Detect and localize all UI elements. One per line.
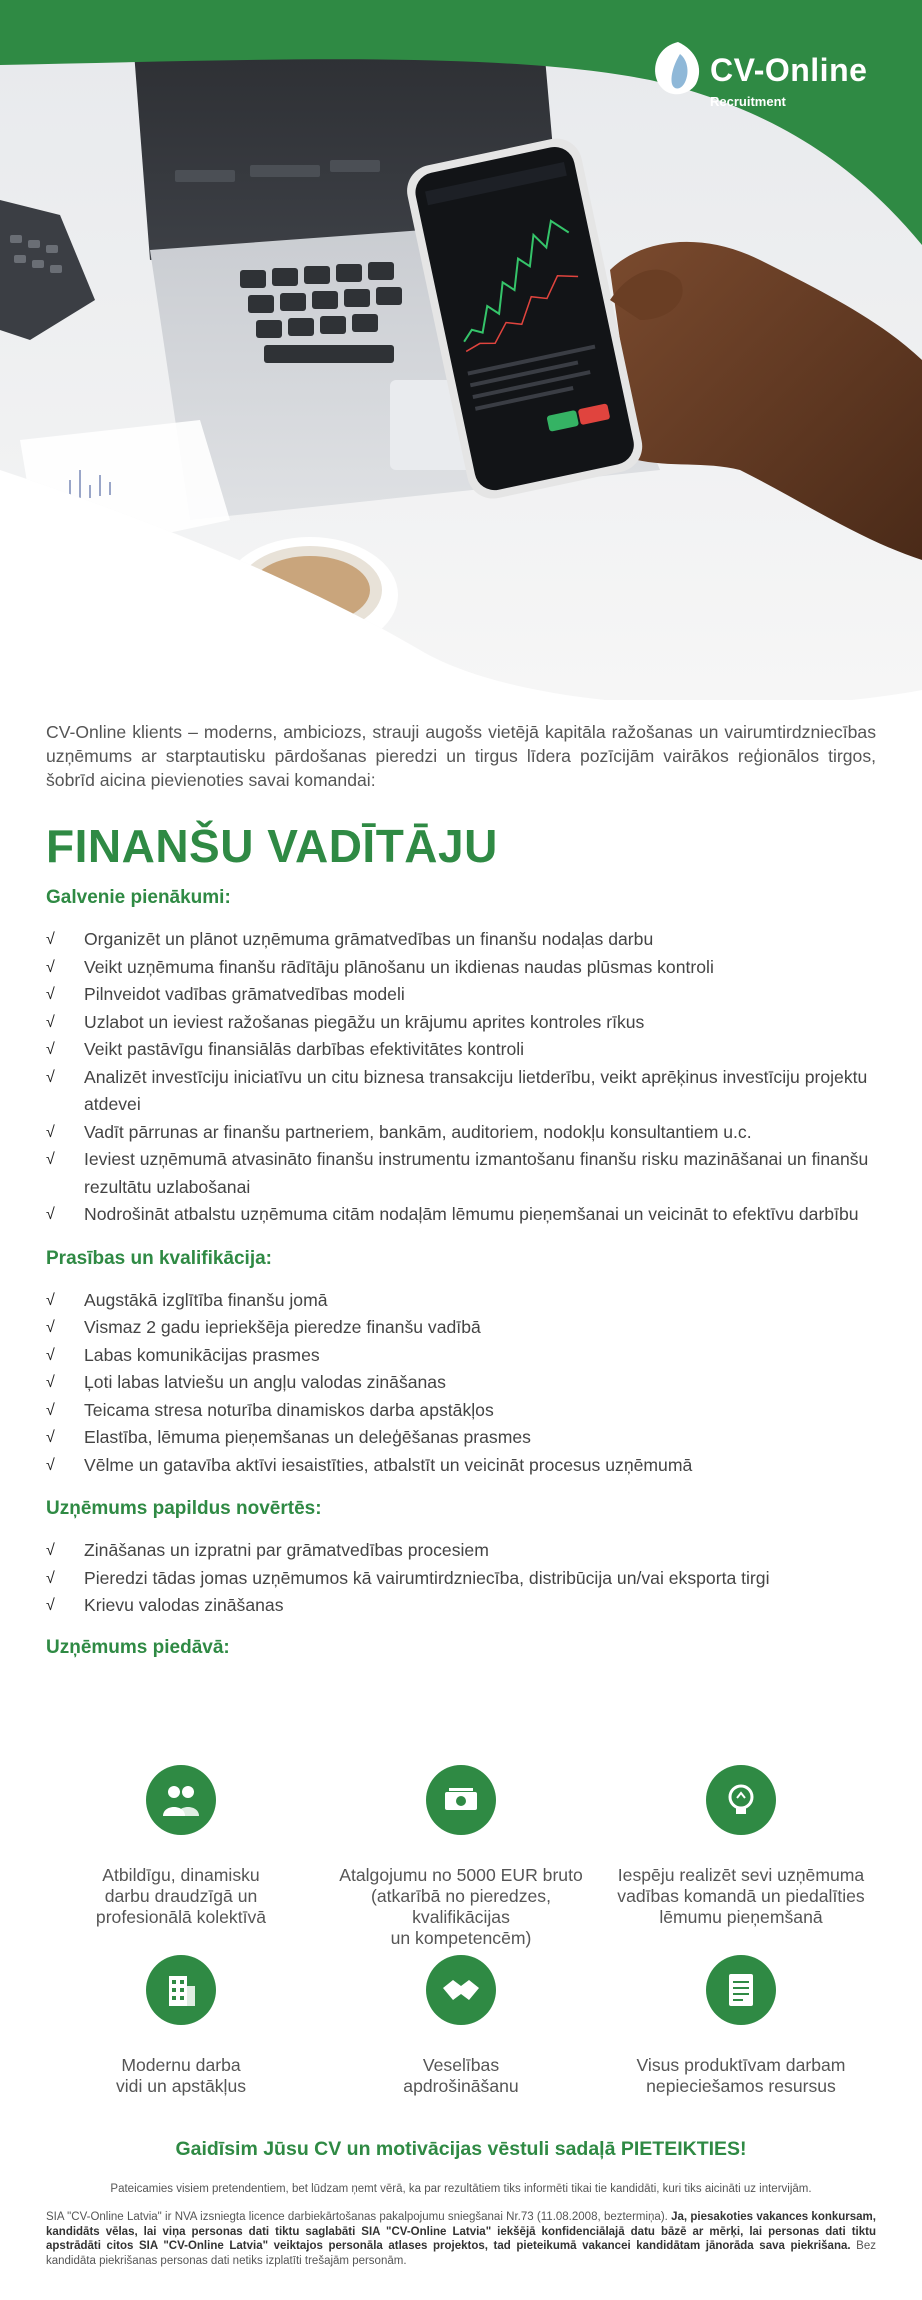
check-icon: √	[46, 1151, 55, 1168]
list-item: √ Augstākā izglītība finanšu jomā	[46, 1287, 876, 1315]
check-icon: √	[46, 1597, 55, 1614]
hero-banner	[0, 0, 922, 700]
check-icon: √	[46, 1374, 55, 1391]
thanks-note: Pateicamies visiem pretendentiem, bet lūdzam ņemt vērā, ka par rezultātiem tiks informēti tikai tie kandidāti, kuri tiks aicināti uz intervijām.	[110, 2183, 812, 2195]
list-item: √ Vadīt pārrunas ar finanšu partneriem, bankām, auditoriem, nodokļu konsultantiem u.c.	[46, 1119, 876, 1147]
offer-heading: Uzņēmums piedāvā:	[46, 1636, 230, 1658]
offer-item: Veselības apdrošināšanu	[326, 1955, 596, 2097]
requirements-list	[46, 1287, 876, 1480]
check-icon: √	[46, 986, 55, 1003]
list-item: √ Elastība, lēmuma pieņemšanas un deleģēšanas prasmes	[46, 1424, 876, 1452]
building-icon	[146, 1955, 216, 2025]
check-icon: √	[46, 1429, 55, 1446]
duties-heading: Galvenie pienākumi:	[46, 887, 231, 908]
extras-heading: Uzņēmums papildus novērtēs:	[46, 1498, 322, 1519]
offer-item: Visus produktīvam darbam nepieciešamos resursus	[606, 1955, 876, 2097]
check-icon: √	[46, 1206, 55, 1223]
list-item: √ Zināšanas un izpratni par grāmatvedības procesiem	[46, 1537, 876, 1565]
list-item: √ Veikt pastāvīgu finansiālās darbības efektivitātes kontroli	[46, 1036, 876, 1064]
check-icon: √	[46, 1346, 55, 1364]
check-icon: √	[46, 1291, 55, 1309]
offer-item: Iespēju realizēt sevi uzņēmuma vadības komandā un piedalīties lēmumu pieņemšanā	[606, 1765, 876, 1928]
list-item: √ Organizēt un plānot uzņēmuma grāmatvedības un finanšu nodaļas darbu	[46, 926, 876, 954]
check-icon: √	[46, 931, 55, 948]
apply-call-to-action: Gaidīsim Jūsu CV un motivācijas vēstuli sadaļā PIETEIKTIES!	[175, 2138, 747, 2160]
check-icon: √	[46, 1123, 55, 1141]
check-icon: √	[46, 1542, 55, 1559]
cv-online-logo	[650, 38, 890, 118]
list-item: √ Vēlme un gatavība aktīvi iesaistīties, atbalstīt un veicināt procesus uzņēmumā	[46, 1452, 876, 1480]
team-icon	[146, 1765, 216, 1835]
check-icon: √	[46, 1068, 55, 1086]
list-item: √ Nodrošināt atbalstu uzņēmuma citām nodaļām lēmumu pieņemšanai un veicināt to efektīvu darbību	[46, 1201, 876, 1229]
list-item: √ Uzlabot un ieviest ražošanas piegāžu un krājumu aprites kontroles rīkus	[46, 1009, 876, 1037]
list-item: √ Pieredzi tādas jomas uzņēmumos kā vairumtirdzniecība, distribūcija un/vai eksporta tirgi	[46, 1565, 876, 1593]
offer-item: Atalgojumu no 5000 EUR bruto (atkarībā no pieredzes, kvalifikācijas un kompetencēm)	[326, 1765, 596, 1949]
job-title: FINANŠU VADĪTĀJU	[46, 820, 498, 872]
logo-subtitle: Recruitment	[710, 94, 786, 109]
duties-list	[46, 926, 876, 1229]
list-item: √ Ļoti labas latviešu un angļu valodas zināšanas	[46, 1369, 876, 1397]
check-icon: √	[46, 1319, 55, 1336]
logo-mark-icon	[650, 40, 706, 98]
list-item: √ Krievu valodas zināšanas	[46, 1592, 876, 1620]
intro-text: CV-Online klients – moderns, ambiciozs, strauji augošs vietējā kapitāla ražošanas un vairumtirdzniecības uzņēmums ar starptautisku pārdošanas pieredzi un tirgus līdera pozīcijām vairākos reģionālos tirgos, šobrīd aicina pievienoties savai komandai:	[46, 722, 876, 790]
money-icon	[426, 1765, 496, 1835]
check-icon: √	[46, 1401, 55, 1419]
offer-item: Modernu darba vidi un apstākļus	[46, 1955, 316, 2097]
extras-list	[46, 1537, 876, 1620]
idea-icon	[706, 1765, 776, 1835]
legal-notice: SIA "CV-Online Latvia" ir NVA izsniegta licence darbiekārtošanas pakalpojumu sniegšanai Nr.73 (11.08.2008, beztermiņa). Ja, piesakoties vakances konkursam, kandidāts vēlas, lai viņa personas dati tiktu saglabāti SIA "CV-Online Latvia" iekšējā konfidenciālajā datu bāzē ar mērķi, lai personas dati tiktu apstrādāti citos SIA "CV-Online Latvia" veiktajos personāla atlases projektos, tad pieteikumā vakancei kandidātam jānorāda sava piekrišana. Bez kandidāta piekrišanas personas dati netiks izplatīti trešajām personām.	[46, 2211, 876, 2267]
handshake-icon	[426, 1955, 496, 2025]
check-icon: √	[46, 1569, 55, 1587]
requirements-heading: Prasības un kvalifikācija:	[46, 1247, 273, 1269]
check-icon: √	[46, 1456, 55, 1474]
logo-wordmark: CV-Online	[710, 52, 868, 88]
document-icon	[706, 1955, 776, 2025]
list-item: √ Veikt uzņēmuma finanšu rādītāju plānošanu un ikdienas naudas plūsmas kontroli	[46, 954, 876, 982]
list-item: √ Ieviest uzņēmumā atvasināto finanšu instrumentu izmantošanu finanšu risku mazināšanai un finanšu rezultātu uzlabošanai	[46, 1146, 876, 1201]
check-icon: √	[46, 958, 55, 976]
job-ad-body	[46, 720, 876, 1660]
list-item: √ Analizēt investīciju iniciatīvu un citu biznesa transakciju lietderību, veikt aprēķinus investīciju projektu atdevei	[46, 1064, 876, 1119]
list-item: √ Vismaz 2 gadu iepriekšēja pieredze finanšu vadībā	[46, 1314, 876, 1342]
list-item: √ Teicama stresa noturība dinamiskos darba apstākļos	[46, 1397, 876, 1425]
offer-item: Atbildīgu, dinamisku darbu draudzīgā un profesionālā kolektīvā	[46, 1765, 316, 1928]
check-icon: √	[46, 1013, 55, 1031]
check-icon: √	[46, 1041, 55, 1058]
list-item: √ Labas komunikācijas prasmes	[46, 1342, 876, 1370]
list-item: √ Pilnveidot vadības grāmatvedības modeli	[46, 981, 876, 1009]
